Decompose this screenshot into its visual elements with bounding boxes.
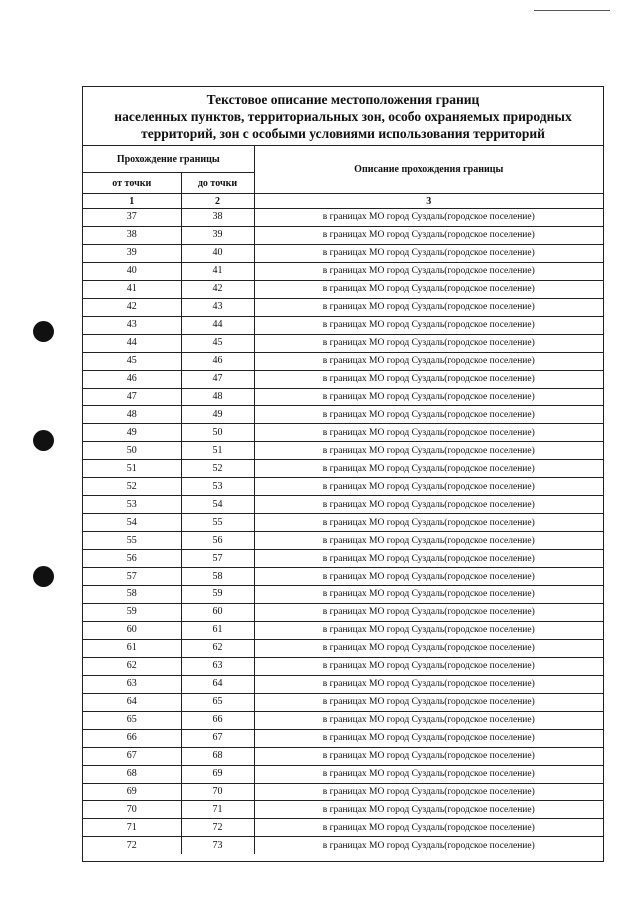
cell-description: в границах МО город Суздаль(городское поселение) xyxy=(254,621,603,639)
cell-to: 49 xyxy=(181,406,254,424)
table-body xyxy=(83,209,603,855)
cell-from: 39 xyxy=(83,244,181,262)
table-row xyxy=(83,316,603,334)
table-row xyxy=(83,657,603,675)
table-row xyxy=(83,352,603,370)
cell-to: 73 xyxy=(181,837,254,854)
cell-description: в границах МО город Суздаль(городское поселение) xyxy=(254,783,603,801)
cell-from: 69 xyxy=(83,783,181,801)
cell-from: 67 xyxy=(83,747,181,765)
cell-to: 50 xyxy=(181,424,254,442)
cell-to: 59 xyxy=(181,586,254,604)
cell-to: 56 xyxy=(181,532,254,550)
cell-to: 58 xyxy=(181,568,254,586)
cell-from: 50 xyxy=(83,442,181,460)
punch-hole-1 xyxy=(33,321,54,342)
cell-from: 53 xyxy=(83,496,181,514)
table-row xyxy=(83,603,603,621)
cell-from: 70 xyxy=(83,801,181,819)
cell-to: 63 xyxy=(181,657,254,675)
table-row xyxy=(83,837,603,854)
table-row xyxy=(83,586,603,604)
cell-description: в границах МО город Суздаль(городское поселение) xyxy=(254,280,603,298)
table-row xyxy=(83,783,603,801)
cell-description: в границах МО город Суздаль(городское поселение) xyxy=(254,442,603,460)
table-row xyxy=(83,532,603,550)
cell-to: 57 xyxy=(181,550,254,568)
cell-description: в границах МО город Суздаль(городское поселение) xyxy=(254,550,603,568)
cell-to: 62 xyxy=(181,639,254,657)
cell-description: в границах МО город Суздаль(городское поселение) xyxy=(254,460,603,478)
cell-from: 60 xyxy=(83,621,181,639)
cell-description: в границах МО город Суздаль(городское поселение) xyxy=(254,639,603,657)
table-row xyxy=(83,388,603,406)
header-to: до точки xyxy=(181,173,254,194)
cell-description: в границах МО город Суздаль(городское поселение) xyxy=(254,568,603,586)
cell-to: 52 xyxy=(181,460,254,478)
cell-description: в границах МО город Суздаль(городское поселение) xyxy=(254,586,603,604)
cell-to: 60 xyxy=(181,603,254,621)
cell-to: 67 xyxy=(181,729,254,747)
table-row xyxy=(83,370,603,388)
table-row xyxy=(83,514,603,532)
table-row xyxy=(83,334,603,352)
cell-description: в границах МО город Суздаль(городское поселение) xyxy=(254,262,603,280)
cell-to: 54 xyxy=(181,496,254,514)
cell-description: в границах МО город Суздаль(городское поселение) xyxy=(254,747,603,765)
table-row xyxy=(83,262,603,280)
cell-to: 40 xyxy=(181,244,254,262)
cell-from: 59 xyxy=(83,603,181,621)
title-line-1: Текстовое описание местоположения границ xyxy=(206,92,480,107)
cell-to: 70 xyxy=(181,783,254,801)
table-row xyxy=(83,226,603,244)
table-row xyxy=(83,424,603,442)
cell-from: 58 xyxy=(83,586,181,604)
cell-description: в границах МО город Суздаль(городское поселение) xyxy=(254,675,603,693)
cell-description: в границах МО город Суздаль(городское поселение) xyxy=(254,316,603,334)
document-frame xyxy=(82,86,604,862)
punch-hole-2 xyxy=(33,430,54,451)
cell-description: в границах МО город Суздаль(городское поселение) xyxy=(254,226,603,244)
cell-description: в границах МО город Суздаль(городское поселение) xyxy=(254,657,603,675)
cell-from: 43 xyxy=(83,316,181,334)
cell-description: в границах МО город Суздаль(городское поселение) xyxy=(254,496,603,514)
table-footer-gap xyxy=(83,854,603,861)
header-col-3: 3 xyxy=(254,194,603,209)
cell-to: 46 xyxy=(181,352,254,370)
header-passage: Прохождение границы xyxy=(83,146,254,173)
header-from: от точки xyxy=(83,173,181,194)
cell-to: 43 xyxy=(181,298,254,316)
table-row xyxy=(83,729,603,747)
table-row xyxy=(83,209,603,227)
cell-to: 69 xyxy=(181,765,254,783)
cell-from: 72 xyxy=(83,837,181,854)
cell-from: 55 xyxy=(83,532,181,550)
cell-from: 51 xyxy=(83,460,181,478)
cell-to: 53 xyxy=(181,478,254,496)
punch-hole-3 xyxy=(33,566,54,587)
cell-to: 64 xyxy=(181,675,254,693)
cell-from: 44 xyxy=(83,334,181,352)
cell-to: 42 xyxy=(181,280,254,298)
header-description: Описание прохождения границы xyxy=(254,146,603,194)
cell-to: 39 xyxy=(181,226,254,244)
table-row xyxy=(83,280,603,298)
cell-description: в границах МО город Суздаль(городское поселение) xyxy=(254,298,603,316)
cell-description: в границах МО город Суздаль(городское поселение) xyxy=(254,603,603,621)
table-row xyxy=(83,675,603,693)
cell-from: 57 xyxy=(83,568,181,586)
cell-from: 71 xyxy=(83,819,181,837)
cell-to: 61 xyxy=(181,621,254,639)
cell-from: 56 xyxy=(83,550,181,568)
table-row xyxy=(83,406,603,424)
cell-description: в границах МО город Суздаль(городское поселение) xyxy=(254,819,603,837)
cell-from: 48 xyxy=(83,406,181,424)
table-row xyxy=(83,550,603,568)
cell-from: 45 xyxy=(83,352,181,370)
cell-to: 68 xyxy=(181,747,254,765)
cell-description: в границах МО город Суздаль(городское поселение) xyxy=(254,514,603,532)
table-row xyxy=(83,819,603,837)
cell-from: 52 xyxy=(83,478,181,496)
cell-description: в границах МО город Суздаль(городское поселение) xyxy=(254,693,603,711)
cell-from: 62 xyxy=(83,657,181,675)
cell-description: в границах МО город Суздаль(городское поселение) xyxy=(254,801,603,819)
table-row xyxy=(83,801,603,819)
table-row xyxy=(83,298,603,316)
cell-from: 66 xyxy=(83,729,181,747)
table-row xyxy=(83,711,603,729)
cell-from: 54 xyxy=(83,514,181,532)
cell-description: в границах МО город Суздаль(городское поселение) xyxy=(254,244,603,262)
cell-description: в границах МО город Суздаль(городское поселение) xyxy=(254,765,603,783)
table-row xyxy=(83,747,603,765)
table-row xyxy=(83,442,603,460)
cell-description: в границах МО город Суздаль(городское поселение) xyxy=(254,352,603,370)
cell-description: в границах МО город Суздаль(городское поселение) xyxy=(254,406,603,424)
table-row xyxy=(83,639,603,657)
cell-to: 66 xyxy=(181,711,254,729)
cell-from: 38 xyxy=(83,226,181,244)
cell-to: 47 xyxy=(181,370,254,388)
header-col-2: 2 xyxy=(181,194,254,209)
cell-from: 61 xyxy=(83,639,181,657)
cell-to: 48 xyxy=(181,388,254,406)
boundary-table xyxy=(83,146,603,854)
cell-description: в границах МО город Суздаль(городское поселение) xyxy=(254,334,603,352)
table-row xyxy=(83,765,603,783)
cell-from: 37 xyxy=(83,209,181,227)
cell-to: 71 xyxy=(181,801,254,819)
scan-corner-line xyxy=(534,10,610,11)
cell-from: 68 xyxy=(83,765,181,783)
cell-description: в границах МО город Суздаль(городское поселение) xyxy=(254,478,603,496)
table-row xyxy=(83,568,603,586)
table-row xyxy=(83,244,603,262)
cell-description: в границах МО город Суздаль(городское поселение) xyxy=(254,370,603,388)
cell-to: 38 xyxy=(181,209,254,227)
cell-to: 51 xyxy=(181,442,254,460)
cell-description: в границах МО город Суздаль(городское поселение) xyxy=(254,209,603,227)
cell-to: 72 xyxy=(181,819,254,837)
cell-to: 41 xyxy=(181,262,254,280)
cell-from: 46 xyxy=(83,370,181,388)
document-title xyxy=(83,87,603,146)
cell-to: 55 xyxy=(181,514,254,532)
cell-description: в границах МО город Суздаль(городское поселение) xyxy=(254,388,603,406)
title-line-2: населенных пунктов, территориальных зон, особо охраняемых природных xyxy=(114,109,572,124)
cell-from: 41 xyxy=(83,280,181,298)
cell-description: в границах МО город Суздаль(городское поселение) xyxy=(254,837,603,854)
table-header xyxy=(83,146,603,209)
cell-from: 64 xyxy=(83,693,181,711)
cell-from: 47 xyxy=(83,388,181,406)
cell-from: 65 xyxy=(83,711,181,729)
header-col-1: 1 xyxy=(83,194,181,209)
cell-from: 63 xyxy=(83,675,181,693)
title-line-3: территорий, зон с особыми условиями использования территорий xyxy=(141,126,545,141)
table-row xyxy=(83,478,603,496)
table-row xyxy=(83,621,603,639)
cell-description: в границах МО город Суздаль(городское поселение) xyxy=(254,532,603,550)
cell-to: 45 xyxy=(181,334,254,352)
table-row xyxy=(83,460,603,478)
cell-from: 42 xyxy=(83,298,181,316)
cell-from: 40 xyxy=(83,262,181,280)
table-row xyxy=(83,496,603,514)
cell-from: 49 xyxy=(83,424,181,442)
table-row xyxy=(83,693,603,711)
cell-description: в границах МО город Суздаль(городское поселение) xyxy=(254,711,603,729)
cell-to: 65 xyxy=(181,693,254,711)
cell-to: 44 xyxy=(181,316,254,334)
cell-description: в границах МО город Суздаль(городское поселение) xyxy=(254,729,603,747)
cell-description: в границах МО город Суздаль(городское поселение) xyxy=(254,424,603,442)
